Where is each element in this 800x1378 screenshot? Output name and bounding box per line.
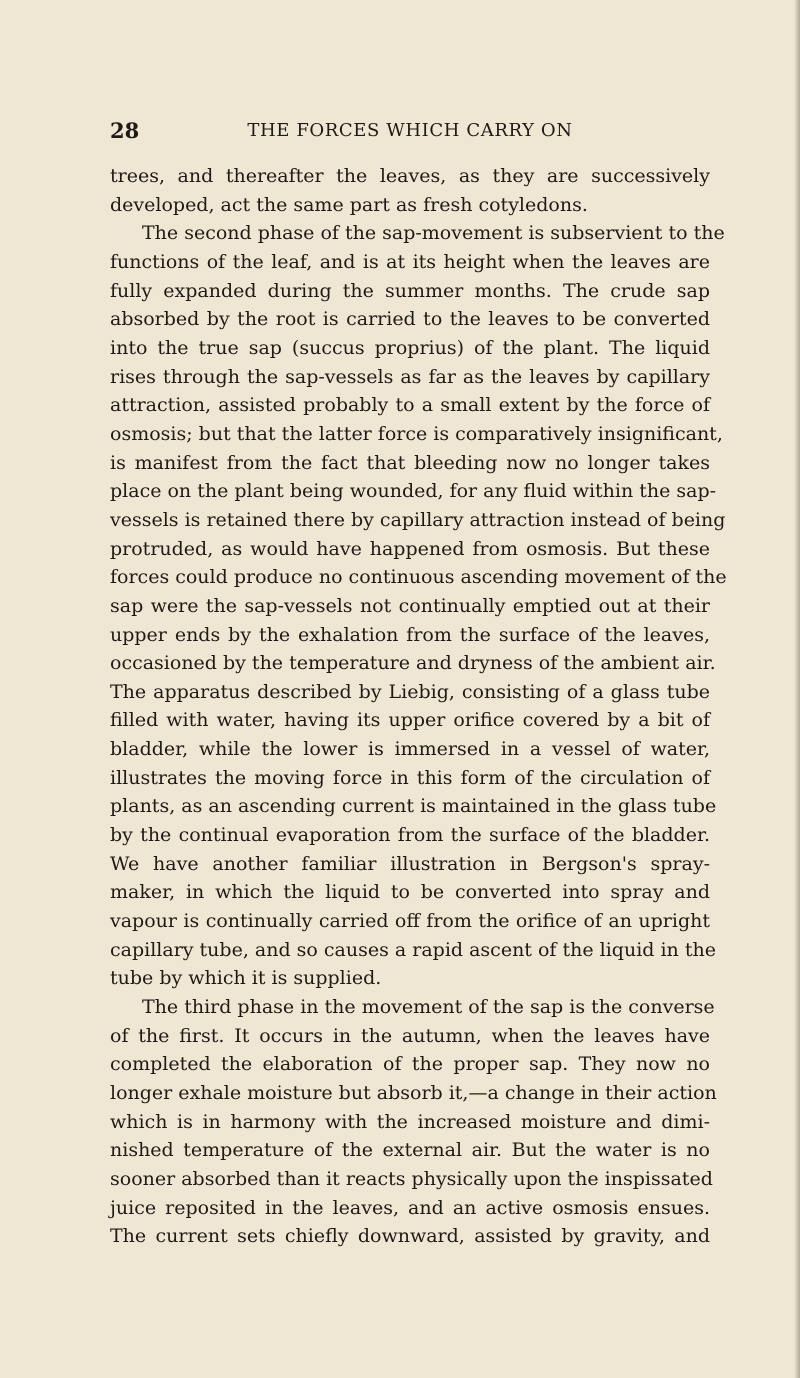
page-number: 28 [110,118,140,143]
text-line: The second phase of the sap-movement is subservient to the [142,222,725,245]
text-line: maker, in which the liquid to be converted into spray and [110,881,710,904]
text-line: which is in harmony with the increased moisture and dimi- [110,1110,710,1133]
text-line: attraction, assisted probably to a small extent by the force of [110,394,710,417]
page-edge-shadow [794,0,800,1378]
text-line: sooner absorbed than it reacts physically upon the inspissated [110,1167,713,1190]
text-line: developed, act the same part as fresh cotyledons. [110,193,588,216]
text-line: by the continual evaporation from the surface of the bladder. [110,824,710,847]
text-line: illustrates the moving force in this form of the circulation of [110,766,710,789]
page-header [110,118,710,148]
text-line: trees, and thereafter the leaves, as they are successively [110,165,710,187]
text-line: juice reposited in the leaves, and an active osmosis ensues. [110,1196,710,1219]
text-line: forces could produce no continuous ascending movement of the [110,566,727,589]
text-line: The third phase in the movement of the sap is the converse [142,996,715,1019]
text-line: place on the plant being wounded, for any fluid within the sap- [110,480,717,503]
running-title: THE FORCES WHICH CARRY ON [247,120,573,141]
text-line: tube by which it is supplied. [110,967,382,990]
text-line: absorbed by the root is carried to the leaves to be converted [110,308,710,331]
text-line: rises through the sap-vessels as far as the leaves by capillary [110,365,710,388]
text-line: occasioned by the temperature and dryness of the ambient air. [110,652,716,675]
text-line: osmosis; but that the latter force is comparatively insignificant, [110,422,723,445]
text-line: fully expanded during the summer months. The crude sap [110,279,710,302]
text-line: is manifest from the fact that bleeding now no longer takes [110,451,710,474]
text-line: The current sets chiefly downward, assisted by gravity, and [110,1225,710,1248]
text-line: completed the elaboration of the proper sap. They now no [110,1053,710,1076]
text-line: upper ends by the exhalation from the surface of the leaves, [110,623,710,646]
text-line: The apparatus described by Liebig, consisting of a glass tube [110,680,710,703]
text-line: functions of the leaf, and is at its height when the leaves are [110,250,710,273]
text-line: filled with water, having its upper orifice covered by a bit of [110,709,710,732]
text-line: vessels is retained there by capillary attraction instead of being [110,508,726,531]
text-line: capillary tube, and so causes a rapid ascent of the liquid in the [110,938,716,961]
text-line: sap were the sap-vessels not continually emptied out at their [110,594,710,617]
text-line: nished temperature of the external air. But the water is no [110,1139,710,1162]
body-text [110,162,727,1251]
text-line: protruded, as would have happened from osmosis. But these [110,537,710,560]
text-line: into the true sap (succus proprius) of the plant. The liquid [110,336,710,359]
text-line: vapour is continually carried off from the orifice of an upright [110,910,710,933]
text-line: We have another familiar illustration in Bergson's spray- [110,852,710,875]
text-line: bladder, while the lower is immersed in a vessel of water, [110,738,710,761]
text-line: plants, as an ascending current is maintained in the glass tube [110,795,717,818]
text-line: of the first. It occurs in the autumn, when the leaves have [110,1024,710,1047]
text-line: longer exhale moisture but absorb it,—a change in their action [110,1082,717,1104]
